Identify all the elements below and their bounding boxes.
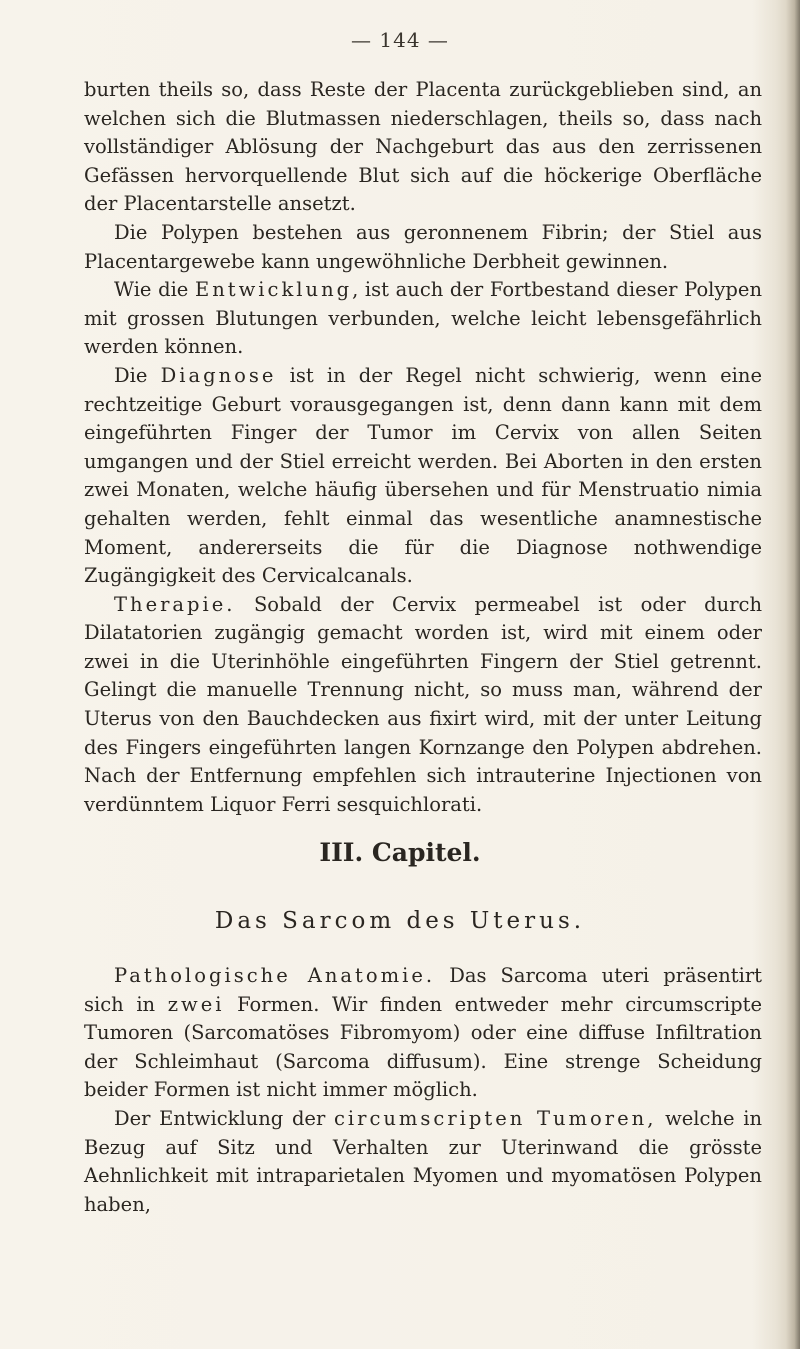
body-text xyxy=(84,76,762,819)
spaced-term-circumscripten: circumscripten Tumoren, xyxy=(333,1106,657,1130)
paragraph-text-b: Formen. Wir finden entweder mehr circumscripte Tumoren (Sarcomatöses Fibromyom) oder eine diffuse Infiltration der Schleimhaut (Sarcoma diffusum). Eine strenge Scheidung beider Formen ist nicht immer möglich. xyxy=(84,992,763,1102)
spaced-term-entwicklung: Entwicklung xyxy=(194,278,353,302)
paragraph-rest: ist in der Regel nicht schwierig, wenn eine rechtzeitige Geburt vorausgegangen ist, denn dann kann mit dem eingeführten Finger der Tumor im Cervix von allen Seiten umgangen und der Stiel erreicht werden. Bei Aborten in den ersten zwei Monaten, welche häufig übersehen und für Menstruatio nimia gehalten werden, fehlt einmal das wesentliche anamnestische Moment, andererseits die für die Diagnose nothwendige Zugängigkeit des Cervicalcanals. xyxy=(84,363,762,588)
paragraph-rest: Sobald der Cervix permeabel ist oder durch Dilatatorien zugängig gemacht worden ist, wird mit einem oder zwei in die Uterinhöhle eingeführten Fingern der Stiel getrennt. Gelingt die manuelle Trennung nicht, so muss man, während der Uterus von den Bauchdecken aus fixirt wird, mit der unter Leitung des Fingers eingeführten langen Kornzange den Polypen abdrehen. Nach der Entfernung empfehlen sich intrauterine Injectionen von verdünntem Liquor Ferri sesquichlorati. xyxy=(84,592,762,816)
page-number: — 144 — xyxy=(351,28,449,52)
paragraph-entwicklung xyxy=(84,276,762,362)
page-edge-shadow xyxy=(786,0,800,1349)
paragraph-circumscripte xyxy=(84,1105,762,1219)
paragraph-lead: Die xyxy=(114,363,148,387)
paragraph-text-a: Das Sarcoma uteri präsentirt sich in xyxy=(84,964,762,1016)
spaced-term-pathologie: Pathologische Anatomie. xyxy=(114,964,436,987)
spaced-term-zwei: zwei xyxy=(167,992,225,1016)
paragraph-rest: , ist auch der Fortbestand dieser Polypen mit grossen Blutungen verbunden, welche leicht lebensgefährlich werden können. xyxy=(84,278,763,359)
chapter-heading: III. Capitel. xyxy=(319,838,481,867)
section-title: Das Sarcom des Uterus. xyxy=(214,908,586,934)
paragraph-therapie xyxy=(84,591,762,820)
paragraph-lead: Wie die xyxy=(114,278,189,302)
paragraph-polypen: Die Polypen bestehen aus geronnenem Fibrin; der Stiel aus Placentargewebe kann ungewöhnliche Derbheit gewinnen. xyxy=(84,220,762,273)
paragraph-lead: Der Entwicklung der xyxy=(114,1106,326,1130)
paragraph-pathologie xyxy=(84,962,762,1105)
paragraph-continuation: burten theils so, dass Reste der Placenta zurückgeblieben sind, an welchen sich die Blutmassen niederschlagen, theils so, dass nach vollständiger Ablösung der Nachgeburt das aus den zerrissenen Gefässen hervorquellende Blut sich auf die höckerige Oberfläche der Placentarstelle ansetzt. xyxy=(84,78,762,216)
paragraph-diagnose xyxy=(84,362,762,591)
body-text-chapter xyxy=(84,962,762,1219)
paragraph-rest: welche in Bezug auf Sitz und Verhalten zur Uterinwand die grösste Aehnlichkeit mit intraparietalen Myomen und myomatösen Polypen haben, xyxy=(84,1106,763,1216)
spaced-term-therapie: Therapie. xyxy=(114,592,236,616)
spaced-term-diagnose: Diagnose xyxy=(160,363,277,387)
